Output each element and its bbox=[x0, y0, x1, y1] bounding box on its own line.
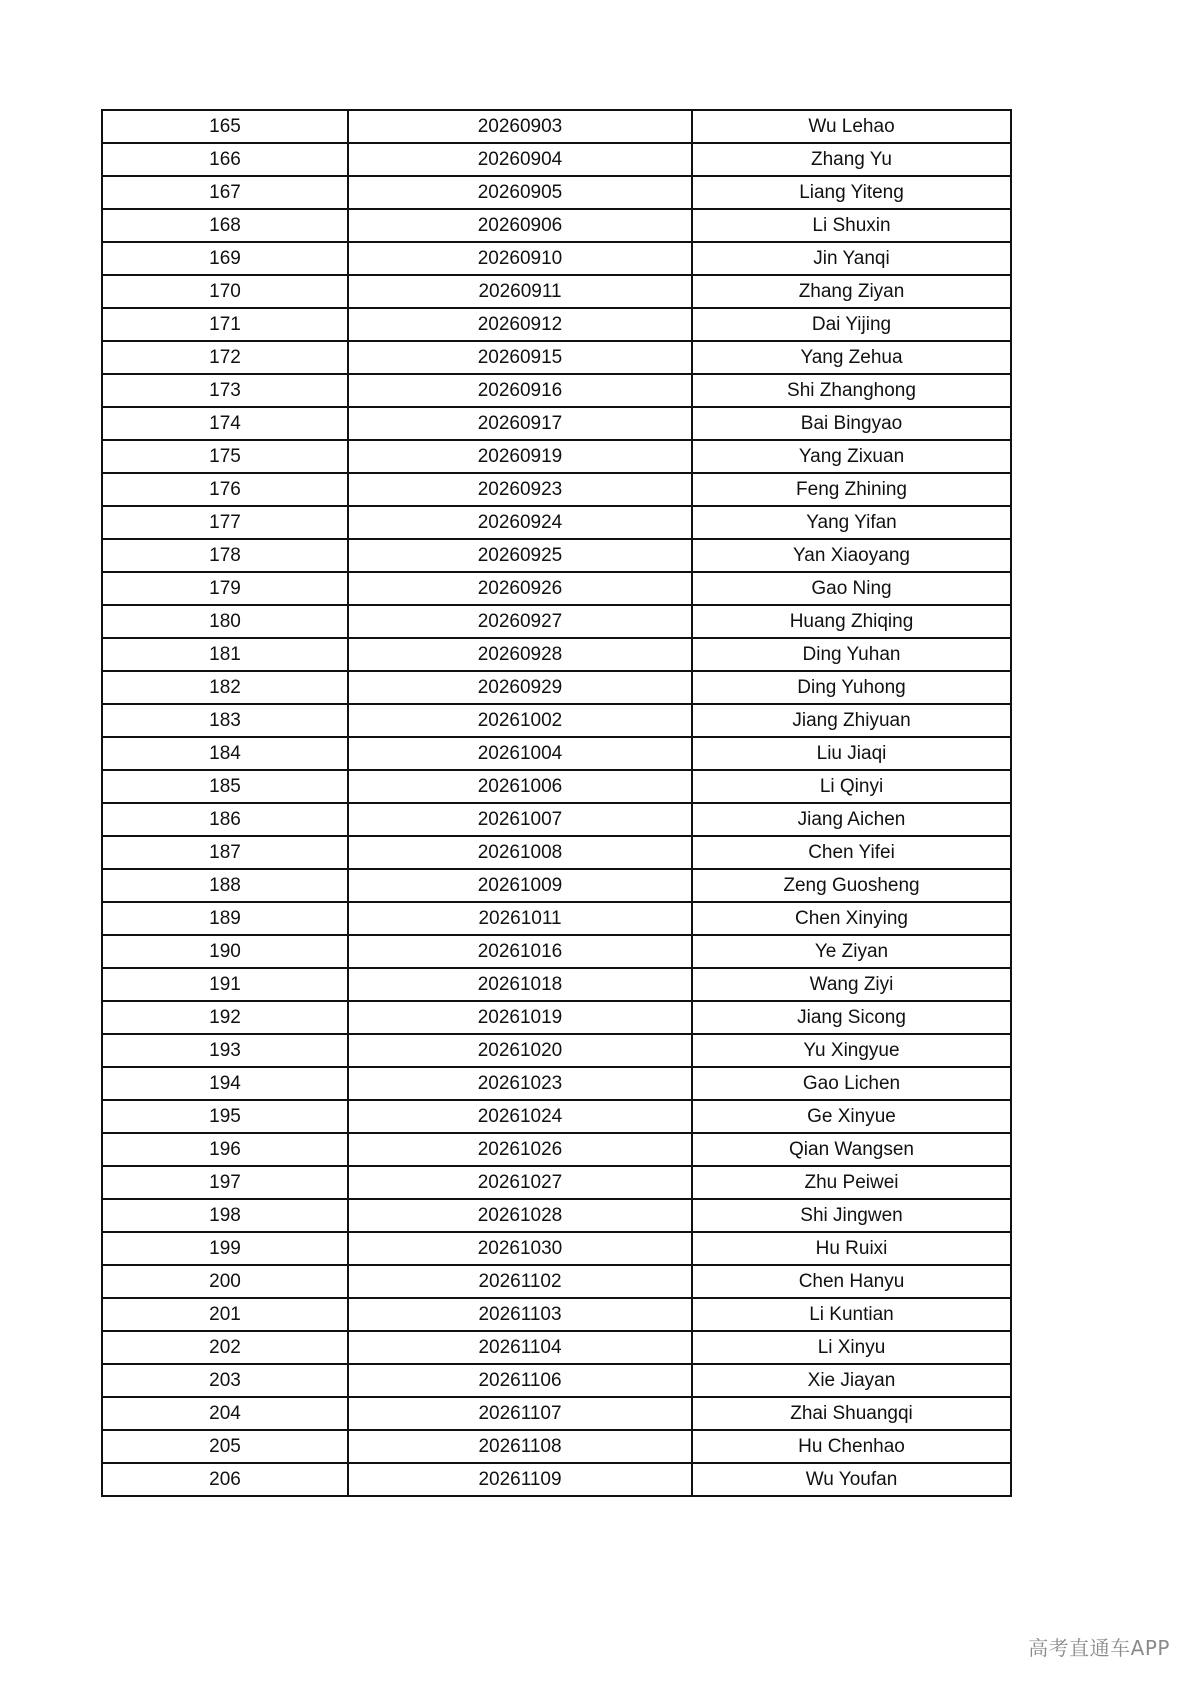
student-name-cell: Feng Zhining bbox=[692, 473, 1011, 506]
student-id-cell: 20260904 bbox=[348, 143, 692, 176]
table-row bbox=[102, 737, 1011, 770]
table-row bbox=[102, 473, 1011, 506]
table-row bbox=[102, 869, 1011, 902]
row-number-cell: 183 bbox=[102, 704, 348, 737]
table-row bbox=[102, 1166, 1011, 1199]
student-id-cell: 20260924 bbox=[348, 506, 692, 539]
student-name-cell: Wang Ziyi bbox=[692, 968, 1011, 1001]
table-row bbox=[102, 605, 1011, 638]
table-row bbox=[102, 1067, 1011, 1100]
student-id-cell: 20260905 bbox=[348, 176, 692, 209]
row-number-cell: 193 bbox=[102, 1034, 348, 1067]
table-row bbox=[102, 209, 1011, 242]
student-list-table bbox=[101, 109, 1012, 1497]
student-id-cell: 20261007 bbox=[348, 803, 692, 836]
student-name-cell: Qian Wangsen bbox=[692, 1133, 1011, 1166]
student-id-cell: 20261023 bbox=[348, 1067, 692, 1100]
table-row bbox=[102, 506, 1011, 539]
student-name-cell: Jiang Sicong bbox=[692, 1001, 1011, 1034]
student-name-cell: Dai Yijing bbox=[692, 308, 1011, 341]
table-row bbox=[102, 1232, 1011, 1265]
row-number-cell: 192 bbox=[102, 1001, 348, 1034]
student-id-cell: 20260916 bbox=[348, 374, 692, 407]
student-name-cell: Shi Jingwen bbox=[692, 1199, 1011, 1232]
table-row bbox=[102, 275, 1011, 308]
student-name-cell: Zhang Ziyan bbox=[692, 275, 1011, 308]
student-id-cell: 20261109 bbox=[348, 1463, 692, 1496]
student-id-cell: 20261028 bbox=[348, 1199, 692, 1232]
student-name-cell: Li Qinyi bbox=[692, 770, 1011, 803]
student-name-cell: Yan Xiaoyang bbox=[692, 539, 1011, 572]
student-id-cell: 20261103 bbox=[348, 1298, 692, 1331]
student-name-cell: Huang Zhiqing bbox=[692, 605, 1011, 638]
student-name-cell: Wu Youfan bbox=[692, 1463, 1011, 1496]
table-row bbox=[102, 836, 1011, 869]
table-row bbox=[102, 770, 1011, 803]
student-name-cell: Li Xinyu bbox=[692, 1331, 1011, 1364]
student-id-cell: 20261104 bbox=[348, 1331, 692, 1364]
student-id-cell: 20261030 bbox=[348, 1232, 692, 1265]
table-row bbox=[102, 704, 1011, 737]
row-number-cell: 181 bbox=[102, 638, 348, 671]
row-number-cell: 200 bbox=[102, 1265, 348, 1298]
row-number-cell: 202 bbox=[102, 1331, 348, 1364]
student-name-cell: Ge Xinyue bbox=[692, 1100, 1011, 1133]
row-number-cell: 188 bbox=[102, 869, 348, 902]
student-name-cell: Xie Jiayan bbox=[692, 1364, 1011, 1397]
student-id-cell: 20261002 bbox=[348, 704, 692, 737]
student-id-cell: 20261004 bbox=[348, 737, 692, 770]
row-number-cell: 195 bbox=[102, 1100, 348, 1133]
table-row bbox=[102, 407, 1011, 440]
student-id-cell: 20260925 bbox=[348, 539, 692, 572]
row-number-cell: 184 bbox=[102, 737, 348, 770]
student-id-cell: 20261016 bbox=[348, 935, 692, 968]
table-row bbox=[102, 935, 1011, 968]
table-row bbox=[102, 1463, 1011, 1496]
student-name-cell: Chen Yifei bbox=[692, 836, 1011, 869]
student-name-cell: Zhu Peiwei bbox=[692, 1166, 1011, 1199]
table-row bbox=[102, 803, 1011, 836]
student-id-cell: 20260923 bbox=[348, 473, 692, 506]
row-number-cell: 194 bbox=[102, 1067, 348, 1100]
student-id-cell: 20260910 bbox=[348, 242, 692, 275]
row-number-cell: 172 bbox=[102, 341, 348, 374]
table-row bbox=[102, 1034, 1011, 1067]
table-row bbox=[102, 671, 1011, 704]
table-row bbox=[102, 1100, 1011, 1133]
row-number-cell: 197 bbox=[102, 1166, 348, 1199]
student-id-cell: 20260926 bbox=[348, 572, 692, 605]
student-id-cell: 20260903 bbox=[348, 110, 692, 143]
row-number-cell: 201 bbox=[102, 1298, 348, 1331]
student-id-cell: 20260906 bbox=[348, 209, 692, 242]
row-number-cell: 166 bbox=[102, 143, 348, 176]
table-row bbox=[102, 1298, 1011, 1331]
student-name-cell: Hu Chenhao bbox=[692, 1430, 1011, 1463]
student-id-cell: 20261106 bbox=[348, 1364, 692, 1397]
table-row bbox=[102, 1199, 1011, 1232]
student-id-cell: 20260912 bbox=[348, 308, 692, 341]
table-row bbox=[102, 308, 1011, 341]
row-number-cell: 205 bbox=[102, 1430, 348, 1463]
student-id-cell: 20261018 bbox=[348, 968, 692, 1001]
row-number-cell: 182 bbox=[102, 671, 348, 704]
table-row bbox=[102, 1430, 1011, 1463]
row-number-cell: 170 bbox=[102, 275, 348, 308]
student-name-cell: Shi Zhanghong bbox=[692, 374, 1011, 407]
row-number-cell: 174 bbox=[102, 407, 348, 440]
row-number-cell: 178 bbox=[102, 539, 348, 572]
student-name-cell: Gao Lichen bbox=[692, 1067, 1011, 1100]
student-name-cell: Liang Yiteng bbox=[692, 176, 1011, 209]
student-id-cell: 20260919 bbox=[348, 440, 692, 473]
table-row bbox=[102, 374, 1011, 407]
row-number-cell: 177 bbox=[102, 506, 348, 539]
student-id-cell: 20261027 bbox=[348, 1166, 692, 1199]
table-row bbox=[102, 110, 1011, 143]
student-id-cell: 20261020 bbox=[348, 1034, 692, 1067]
student-name-cell: Hu Ruixi bbox=[692, 1232, 1011, 1265]
table-row bbox=[102, 1265, 1011, 1298]
row-number-cell: 175 bbox=[102, 440, 348, 473]
table-row bbox=[102, 902, 1011, 935]
row-number-cell: 199 bbox=[102, 1232, 348, 1265]
table-row bbox=[102, 638, 1011, 671]
row-number-cell: 196 bbox=[102, 1133, 348, 1166]
student-id-cell: 20261011 bbox=[348, 902, 692, 935]
student-name-cell: Li Kuntian bbox=[692, 1298, 1011, 1331]
table-row bbox=[102, 176, 1011, 209]
table-row bbox=[102, 1397, 1011, 1430]
table-row bbox=[102, 1364, 1011, 1397]
student-id-cell: 20261102 bbox=[348, 1265, 692, 1298]
student-name-cell: Jiang Zhiyuan bbox=[692, 704, 1011, 737]
student-id-cell: 20261006 bbox=[348, 770, 692, 803]
row-number-cell: 169 bbox=[102, 242, 348, 275]
student-name-cell: Chen Xinying bbox=[692, 902, 1011, 935]
table-row bbox=[102, 242, 1011, 275]
student-name-cell: Zhang Yu bbox=[692, 143, 1011, 176]
student-name-cell: Ding Yuhong bbox=[692, 671, 1011, 704]
student-id-cell: 20260917 bbox=[348, 407, 692, 440]
student-id-cell: 20260928 bbox=[348, 638, 692, 671]
row-number-cell: 185 bbox=[102, 770, 348, 803]
student-name-cell: Yang Yifan bbox=[692, 506, 1011, 539]
row-number-cell: 165 bbox=[102, 110, 348, 143]
table-row bbox=[102, 1001, 1011, 1034]
student-name-cell: Ding Yuhan bbox=[692, 638, 1011, 671]
student-name-cell: Yang Zehua bbox=[692, 341, 1011, 374]
student-id-cell: 20260915 bbox=[348, 341, 692, 374]
student-id-cell: 20261026 bbox=[348, 1133, 692, 1166]
student-name-cell: Zhai Shuangqi bbox=[692, 1397, 1011, 1430]
row-number-cell: 180 bbox=[102, 605, 348, 638]
student-name-cell: Li Shuxin bbox=[692, 209, 1011, 242]
student-name-cell: Jiang Aichen bbox=[692, 803, 1011, 836]
student-id-cell: 20261008 bbox=[348, 836, 692, 869]
student-id-cell: 20261009 bbox=[348, 869, 692, 902]
row-number-cell: 167 bbox=[102, 176, 348, 209]
table-row bbox=[102, 1331, 1011, 1364]
student-id-cell: 20261019 bbox=[348, 1001, 692, 1034]
watermark-text: 高考直通车APP bbox=[1028, 1636, 1170, 1660]
row-number-cell: 173 bbox=[102, 374, 348, 407]
student-name-cell: Gao Ning bbox=[692, 572, 1011, 605]
student-id-cell: 20260929 bbox=[348, 671, 692, 704]
table-body bbox=[102, 110, 1011, 1496]
student-name-cell: Yang Zixuan bbox=[692, 440, 1011, 473]
table-row bbox=[102, 341, 1011, 374]
row-number-cell: 198 bbox=[102, 1199, 348, 1232]
row-number-cell: 186 bbox=[102, 803, 348, 836]
table-row bbox=[102, 539, 1011, 572]
row-number-cell: 191 bbox=[102, 968, 348, 1001]
student-name-cell: Ye Ziyan bbox=[692, 935, 1011, 968]
student-name-cell: Zeng Guosheng bbox=[692, 869, 1011, 902]
row-number-cell: 190 bbox=[102, 935, 348, 968]
row-number-cell: 206 bbox=[102, 1463, 348, 1496]
row-number-cell: 179 bbox=[102, 572, 348, 605]
student-id-cell: 20260911 bbox=[348, 275, 692, 308]
row-number-cell: 203 bbox=[102, 1364, 348, 1397]
student-name-cell: Bai Bingyao bbox=[692, 407, 1011, 440]
student-name-cell: Jin Yanqi bbox=[692, 242, 1011, 275]
row-number-cell: 189 bbox=[102, 902, 348, 935]
table-row bbox=[102, 1133, 1011, 1166]
row-number-cell: 204 bbox=[102, 1397, 348, 1430]
row-number-cell: 168 bbox=[102, 209, 348, 242]
student-id-cell: 20260927 bbox=[348, 605, 692, 638]
row-number-cell: 176 bbox=[102, 473, 348, 506]
table-row bbox=[102, 440, 1011, 473]
student-id-cell: 20261024 bbox=[348, 1100, 692, 1133]
row-number-cell: 171 bbox=[102, 308, 348, 341]
table-row bbox=[102, 143, 1011, 176]
student-id-cell: 20261108 bbox=[348, 1430, 692, 1463]
student-name-cell: Yu Xingyue bbox=[692, 1034, 1011, 1067]
student-name-cell: Liu Jiaqi bbox=[692, 737, 1011, 770]
table-row bbox=[102, 572, 1011, 605]
table-row bbox=[102, 968, 1011, 1001]
student-id-cell: 20261107 bbox=[348, 1397, 692, 1430]
row-number-cell: 187 bbox=[102, 836, 348, 869]
student-name-cell: Wu Lehao bbox=[692, 110, 1011, 143]
student-name-cell: Chen Hanyu bbox=[692, 1265, 1011, 1298]
